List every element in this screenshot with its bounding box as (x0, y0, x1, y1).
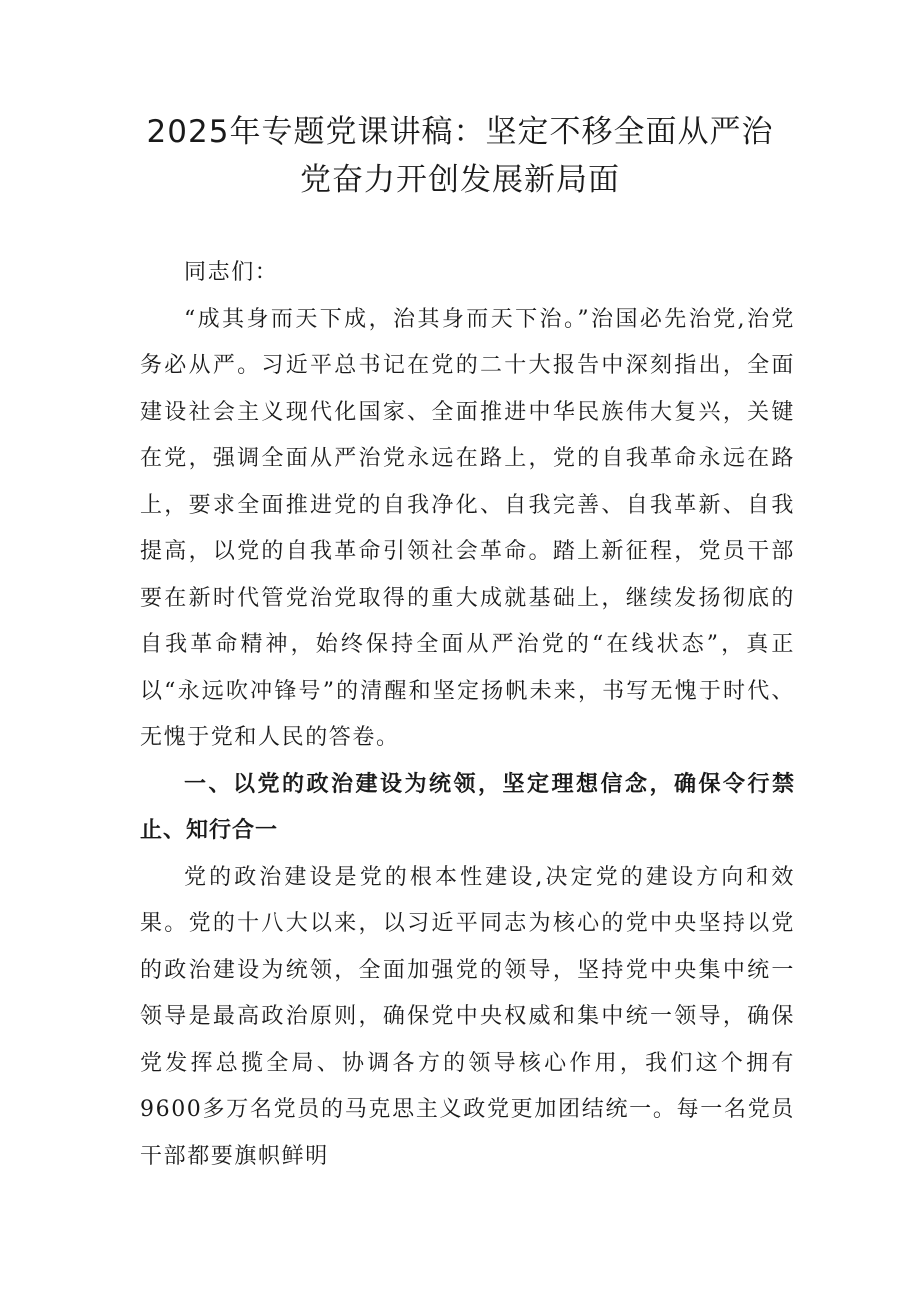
document-title (0, 108, 920, 204)
document-body (140, 250, 795, 1180)
title-line-2: 党奋力开创发展新局面 (300, 162, 620, 198)
section-heading-1: 一、以党的政治建设为统领，坚定理想信念，确保令行禁止、知行合一 (140, 771, 795, 843)
body-paragraph-2: 党的政治建设是党的根本性建设,决定党的建设方向和效果。党的十八大以来，以习近平同志为核心的党中央坚持以党的政治建设为统领，全面加强党的领导，坚持党中央集中统一领导是最高政治原则，确保党中央权威和集中统一领导，确保党发挥总揽全局、协调各方的领导核心作用，我们这个拥有9600多万名党员的马克思主义政党更加团结统一。每一名党员干部都要旗帜鲜明 (140, 864, 795, 1169)
body-paragraph-1: “成其身而天下成，治其身而天下治。”治国必先治党,治党务必从严。习近平总书记在党的二十大报告中深刻指出，全面建设社会主义现代化国家、全面推进中华民族伟大复兴，关键在党，强调全面从严治党永远在路上，党的自我革命永远在路上，要求全面推进党的自我净化、自我完善、自我革新、自我提高，以党的自我革命引领社会革命。踏上新征程，党员干部要在新时代管党治党取得的重大成就基础上，继续发扬彻底的自我革命精神，始终保持全面从严治党的“在线状态”，真正以“永远吹冲锋号”的清醒和坚定扬帆未来，书写无愧于时代、无愧于党和人民的答卷。 (140, 306, 795, 750)
salutation: 同志们： (184, 260, 279, 285)
title-line-1: 2025年专题党课讲稿：坚定不移全面从严治 (146, 114, 774, 150)
